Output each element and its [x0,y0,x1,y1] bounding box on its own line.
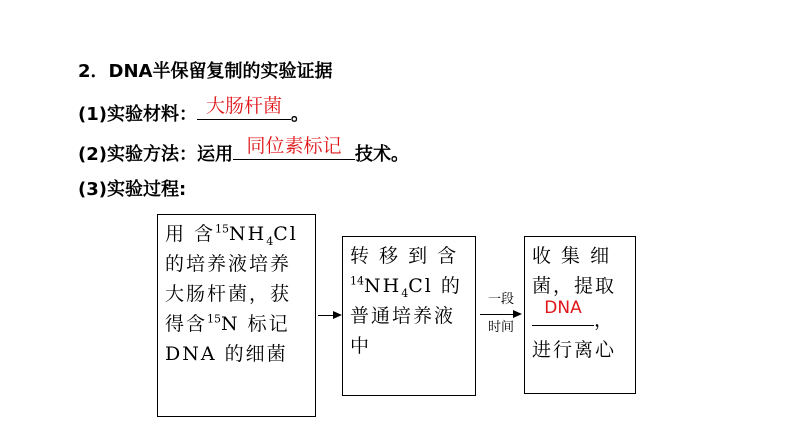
dna-answer: DNA [544,298,582,318]
step1-line3: 大肠杆菌，获 [165,283,292,305]
step2-line3: 普通培养液 [350,305,456,327]
step3-line1: 收 集 细 [532,245,612,267]
method-blank [233,135,355,160]
arrow-step2-to-step3 [480,314,520,315]
step3-box [524,236,636,394]
arrow2-label-top: 一段 [487,292,514,307]
step3-line3: DNA ， [532,301,628,335]
arrow-step1-to-step2 [318,315,340,316]
step2-line4: 中 [350,335,372,357]
method-suffix: 技术。 [354,144,409,165]
arrow2-label-bottom: 时间 [487,320,514,335]
materials-blank [197,95,291,120]
item-materials [78,95,309,127]
step1-box [157,214,316,417]
method-answer: 同位素标记 [246,135,342,157]
materials-suffix: 。 [290,104,309,125]
step1-line4: 得含$^{15}$N 标记 [165,312,290,335]
step3-line4: 进行离心 [532,339,617,361]
step2-box [342,236,476,396]
step1-line1: 用 含$^{15}NH_4Cl$ [165,222,298,248]
section-heading: 2．DNA半保留复制的实验证据 [78,61,333,82]
step2-line2: $^{14}NH_4Cl$ 的 [350,274,462,300]
materials-answer: 大肠杆菌 [205,95,282,117]
item-method [78,135,409,167]
step1-line5: DNA 的细菌 [165,343,288,365]
dna-blank [532,298,594,326]
item-process: (3)实验过程: [78,179,187,200]
step2-line1: 转 移 到 含 [350,245,459,267]
step1-line2: 的培养液培养 [165,253,292,275]
method-label: (2)实验方法：运用 [78,144,233,165]
materials-label: (1)实验材料： [78,104,197,125]
step3-line2: 菌，提取 [532,275,617,297]
